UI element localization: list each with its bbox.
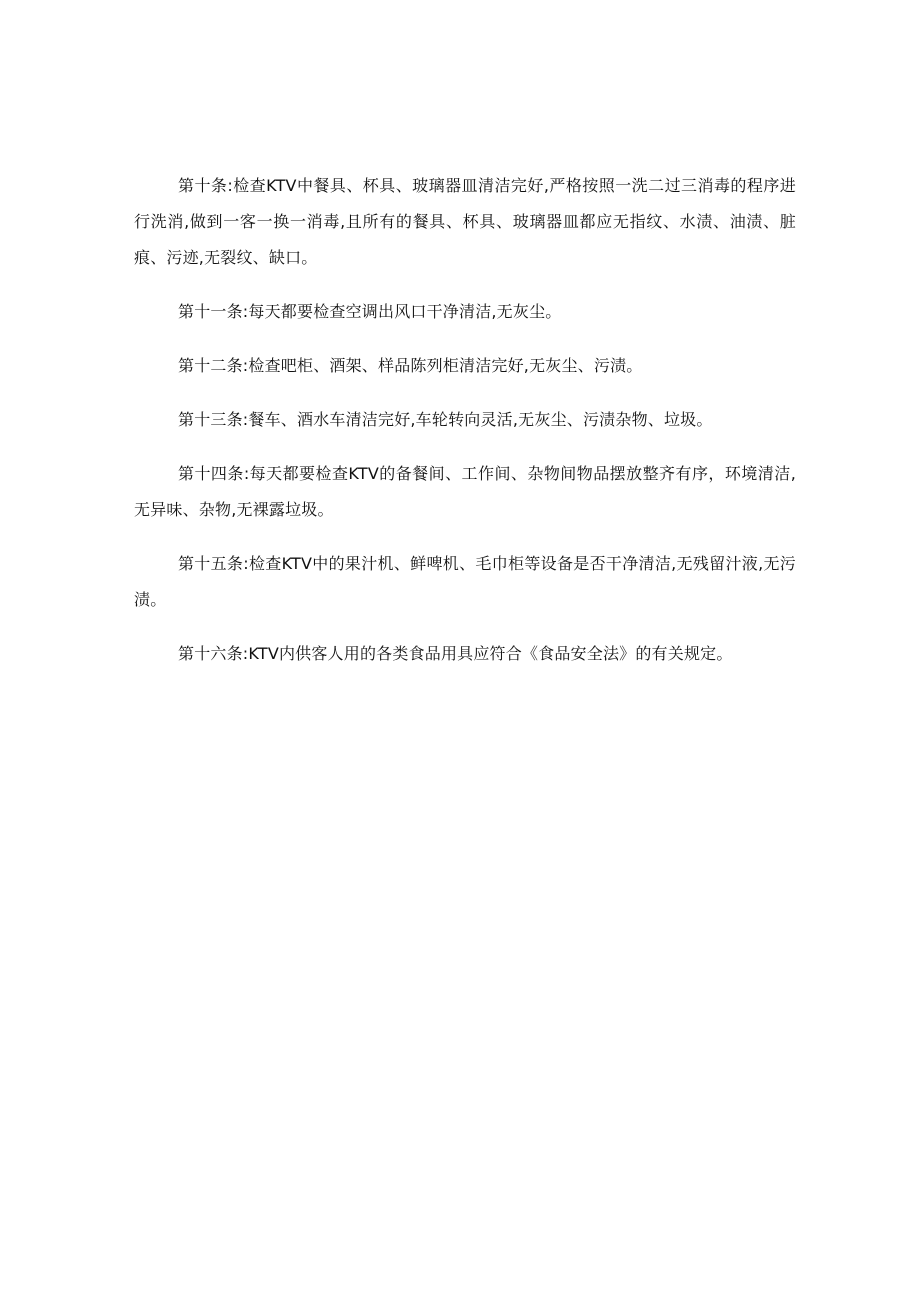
article-14-paragraph: 第十四条:每天都要检查KTV的备餐间、工作间、杂物间物品摆放整齐有序，环境清洁,无异味、杂物,无裸露垃圾。: [134, 464, 796, 519]
document-body: [134, 168, 796, 690]
article-11-paragraph: 第十一条:每天都要检查空调出风口干净清洁,无灰尘。: [178, 302, 562, 321]
article-13-paragraph: 第十三条:餐车、酒水车清洁完好,车轮转向灵活,无灰尘、污渍杂物、垃圾。: [178, 410, 713, 429]
article-15-paragraph: 第十五条:检查KTV中的果汁机、鲜啤机、毛巾柜等设备是否干净清洁,无残留汁液,无污渍。: [134, 554, 796, 609]
article-16-paragraph: 第十六条:KTV内供客人用的各类食品用具应符合《食品安全法》的有关规定。: [178, 644, 733, 663]
article-12-paragraph: 第十二条:检查吧柜、酒架、样品陈列柜清洁完好,无灰尘、污渍。: [178, 356, 643, 375]
article-10-paragraph: 第十条:检查KTV中餐具、杯具、玻璃器皿清洁完好,严格按照一洗二过三消毒的程序进行洗消,做到一客一换一消毒,且所有的餐具、杯具、玻璃器皿都应无指纹、水渍、油渍、脏痕、污迹,无裂纹、缺口。: [134, 176, 796, 267]
